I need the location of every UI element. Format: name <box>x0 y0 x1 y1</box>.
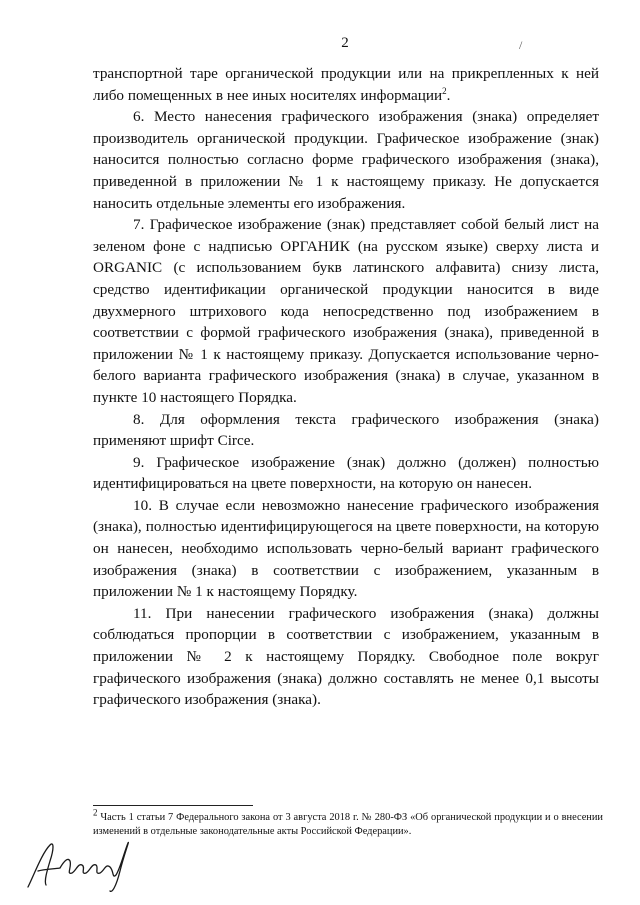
corner-mark: / <box>519 38 523 52</box>
paragraph-tail: . <box>446 86 451 104</box>
handwritten-signature <box>20 835 140 895</box>
footnote-ref: 2 <box>442 85 447 96</box>
paragraph-continuation <box>93 63 599 106</box>
paragraph-7: 7. Графическое изображение (знак) представляет собой белый лист на зеленом фоне с надписью ОРГАНИК (на русском языке) сверху листа и ORGANIC (с использованием букв латинского алфавита) снизу листа, средство идентификации органической продукции наносится в виде двухмерного штрихового кода непосредственно под изображением в соответствии с формой графического изображения (знака), приведенной в приложении № 1 к настоящему приказу. Допускается использование черно-белого варианта графического изображения (знака) в случае, указанном в пункте 10 настоящего Порядка. <box>93 216 599 406</box>
footnote-text: Часть 1 статьи 7 Федерального закона от 3 августа 2018 г. № 280-ФЗ «Об органической продукции и о внесении изменений в отдельные законодательные акты Российской Федерации». <box>93 812 603 837</box>
paragraph-8: 8. Для оформления текста графического изображения (знака) применяют шрифт Circe. <box>93 410 599 450</box>
paragraph-9: 9. Графическое изображение (знак) должно (должен) полностью идентифицироваться на цвете поверхности, на которую он нанесен. <box>93 453 599 493</box>
paragraph-text: транспортной таре органической продукции или на прикрепленных к ней либо помещенных в нее иных носителях информации <box>93 65 599 104</box>
page-number: 2 <box>341 35 349 51</box>
body-text <box>93 63 599 711</box>
footnote <box>93 807 603 839</box>
paragraph-10: 10. В случае если невозможно нанесение графического изображения (знака), полностью идентифицирующегося на цвете поверхности, на которую он нанесен, необходимо использовать черно-белый вариант графического изображения (знака) в соответствии с изображением, указанным в приложении № 1 к настоящему Порядку. <box>93 496 599 601</box>
footnote-marker: 2 <box>93 807 98 818</box>
footnote-separator <box>93 805 253 806</box>
paragraph-11: 11. При нанесении графического изображения (знака) должны соблюдаться пропорции в соответствии с изображением, указанным в приложении № 2 к настоящему Порядку. Свободное поле вокруг графического изображения (знака) должно составлять не менее 0,1 высоты графического изображения (знака). <box>93 604 599 709</box>
paragraph-6: 6. Место нанесения графического изображения (знака) определяет производитель органической продукции. Графическое изображение (знак) наносится полностью согласно форме графического изображения (знака), приведенной в приложении № 1 к настоящему приказу. Не допускается наносить отдельные элементы его изображения. <box>93 108 599 212</box>
